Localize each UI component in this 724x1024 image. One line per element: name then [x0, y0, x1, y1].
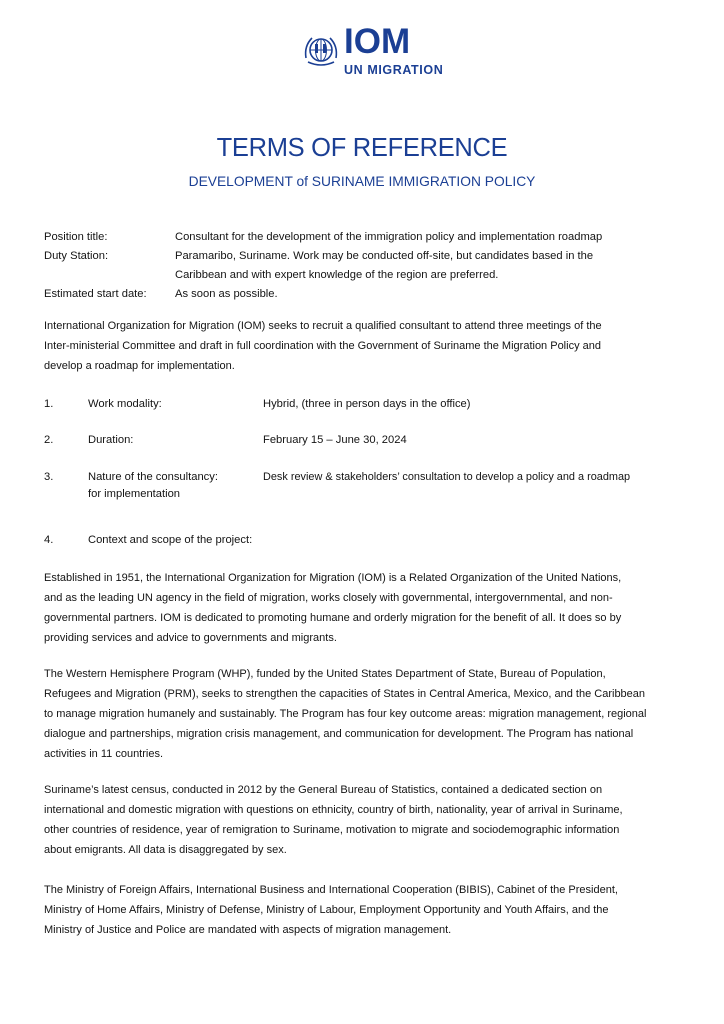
paragraph-line: providing services and advice to governments and migrants.: [44, 632, 337, 644]
paragraph-line: to manage migration humanely and sustainably. The Program has four key outcome areas: migration management, regional: [44, 708, 647, 720]
logo-subtitle: UN MIGRATION: [344, 63, 444, 77]
paragraph-line: about emigrants. All data is disaggregated by sex.: [44, 844, 287, 856]
duty-value-line: Paramaribo, Suriname. Work may be conducted off-site, but candidates based in the: [175, 250, 594, 262]
context-paragraph-4: [44, 880, 684, 940]
document-title: TERMS OF REFERENCE: [216, 134, 508, 162]
item-label-line: Nature of the consultancy:: [88, 471, 218, 483]
paragraph-line: Refugees and Migration (PRM), seeks to strengthen the capacities of States in Central America, Mexico, and the Caribbean: [44, 688, 646, 700]
paragraph-line: Ministry of Justice and Police are mandated with aspects of migration management.: [44, 924, 452, 936]
duty-value-line: Caribbean and with expert knowledge of the region are preferred.: [175, 269, 499, 281]
item-value: February 15 – June 30, 2024: [263, 434, 407, 446]
paragraph-line: International Organization for Migration (IOM) seeks to recruit a qualified consultant to attend three meetings of the: [44, 320, 602, 332]
item-label: [88, 469, 263, 503]
item-value: Hybrid, (three in person days in the office): [263, 398, 471, 410]
start-value: As soon as possible.: [175, 288, 278, 300]
duty-row: [44, 247, 694, 285]
position-info: [44, 228, 694, 304]
item-number: 3.: [44, 471, 54, 483]
intro-paragraph: [44, 316, 684, 376]
duty-label: Duty Station:: [44, 250, 109, 262]
context-paragraph-2: [44, 664, 684, 764]
item-label: Context and scope of the project:: [88, 534, 253, 546]
item-number: 1.: [44, 398, 54, 410]
un-emblem-icon: [300, 28, 342, 70]
paragraph-line: Established in 1951, the International Organization for Migration (IOM) is a Related Organization of the United Nations,: [44, 572, 622, 584]
start-label: Estimated start date:: [44, 288, 147, 300]
context-paragraph-3: [44, 780, 684, 860]
paragraph-line: Suriname’s latest census, conducted in 2012 by the General Bureau of Statistics, contained a dedicated section on: [44, 784, 603, 796]
item-value: Desk review & stakeholders’ consultation to develop a policy and a roadmap: [263, 471, 631, 483]
iom-logo: [300, 22, 444, 82]
paragraph-line: Ministry of Home Affairs, Ministry of Defense, Ministry of Labour, Employment Opportunity and Youth Affairs, and the: [44, 904, 609, 916]
paragraph-line: international and domestic migration with questions on ethnicity, country of birth, nationality, year of arrival in Suriname,: [44, 804, 623, 816]
start-row: [44, 285, 694, 304]
item-number: 2.: [44, 434, 54, 446]
position-value: Consultant for the development of the immigration policy and implementation roadmap: [175, 231, 603, 243]
paragraph-line: dialogue and partnerships, migration crisis management, and communication for development. The Program has national: [44, 728, 634, 740]
context-paragraph-1: [44, 568, 684, 648]
paragraph-line: The Ministry of Foreign Affairs, International Business and International Cooperation (BIBIS), Cabinet of the President,: [44, 884, 618, 896]
position-label: Position title:: [44, 231, 108, 243]
item-nature: [44, 469, 694, 505]
position-row: [44, 228, 694, 247]
item-label: Duration:: [88, 434, 134, 446]
item-number: 4.: [44, 534, 54, 546]
paragraph-line: and as the leading UN agency in the field of migration, works closely with governmental, intergovernmental, and non-: [44, 592, 613, 604]
paragraph-line: Inter-ministerial Committee and draft in full coordination with the Government of Suriname the Migration Policy and: [44, 340, 601, 352]
duty-value: [175, 247, 675, 285]
paragraph-line: governmental partners. IOM is dedicated to promoting humane and orderly migration for the benefit of all. It does so by: [44, 612, 622, 624]
paragraph-line: The Western Hemisphere Program (WHP), funded by the United States Department of State, Bureau of Population,: [44, 668, 606, 680]
paragraph-line: develop a roadmap for implementation.: [44, 360, 235, 372]
paragraph-line: activities in 11 countries.: [44, 748, 164, 760]
logo-wordmark: IOM: [344, 22, 411, 61]
document-subtitle: DEVELOPMENT of SURINAME IMMIGRATION POLICY: [188, 174, 536, 189]
item-label: Work modality:: [88, 398, 162, 410]
paragraph-line: other countries of residence, year of remigration to Suriname, motivation to migrate and sociodemographic information: [44, 824, 620, 836]
item-label-line: for implementation: [88, 488, 181, 500]
